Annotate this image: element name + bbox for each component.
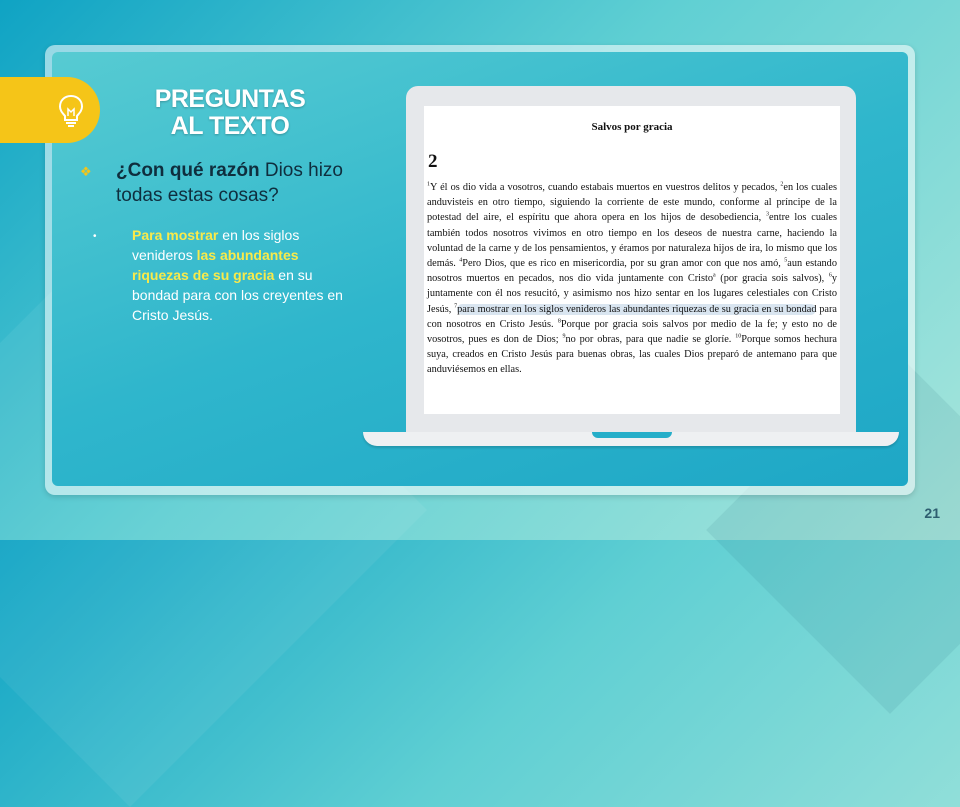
document-heading: Salvos por gracia bbox=[591, 121, 673, 133]
footnote-marker: a bbox=[713, 272, 716, 279]
verse-number: 8 bbox=[557, 318, 561, 325]
scripture-text bbox=[427, 180, 837, 378]
verse-text: para con nosotros en Cristo Jesús. bbox=[427, 303, 837, 330]
verse-number: 4 bbox=[459, 257, 463, 264]
answer-part-1: Para mostrar bbox=[132, 227, 219, 243]
laptop-notch bbox=[592, 432, 672, 438]
verse-number: 3 bbox=[766, 211, 770, 218]
verse-number: 5 bbox=[784, 257, 788, 264]
page-number: 21 bbox=[924, 505, 940, 521]
icon-tab bbox=[0, 77, 100, 143]
verse-number: 1 bbox=[427, 181, 430, 188]
answer-text bbox=[132, 225, 357, 325]
question-text bbox=[116, 158, 356, 208]
verse-text: entre los cuales también todos nosotros vivimos en otro tiempo en los deseos de nuestra carne, haciendo la voluntad de la carne y de los pensamientos, y éramos por naturaleza hijos de ira, lo mismo que los demás. bbox=[427, 212, 838, 270]
verse-number: 10 bbox=[735, 333, 742, 340]
answer-bullet: • bbox=[93, 231, 97, 242]
verse-number: 7 bbox=[454, 303, 458, 310]
lightbulb-icon bbox=[58, 94, 84, 128]
verse-text: Y él os dio vida a vosotros, cuando estabais muertos en vuestros delitos y pecados, bbox=[430, 182, 781, 193]
title-line-1: PREGUNTAS bbox=[154, 85, 306, 113]
verse-text: Pero Dios, que es rico en misericordia, por su gran amor con que nos amó, bbox=[462, 258, 785, 270]
verse-number: 2 bbox=[780, 181, 784, 188]
verse-text: Porque por gracia sois salvos por medio de la fe; y esto no de vosotros, pues es don de Dios; bbox=[427, 318, 838, 346]
verse-text: Porque somos hechura suya, creados en Cristo Jesús para buenas obras, las cuales Dios preparó de antemano para que anduviésemos en ellas. bbox=[427, 334, 837, 376]
question-bullet: ❖ bbox=[80, 164, 92, 179]
chapter-number: 2 bbox=[428, 151, 438, 172]
verse-text: no por obras, para que nadie se gloríe. bbox=[565, 334, 736, 346]
answer-part-3: las abundantes riquezas de su gracia bbox=[132, 247, 299, 283]
question-bold: ¿Con qué razón bbox=[116, 160, 260, 181]
verse-number: 6 bbox=[828, 272, 832, 279]
title-line-2: AL TEXTO bbox=[170, 112, 290, 140]
slide-title bbox=[130, 86, 330, 140]
question-rest: Dios hizo todas estas cosas? bbox=[116, 160, 343, 206]
highlighted-verse-text: para mostrar en los siglos venideros las abundantes riquezas de su gracia en su bondad bbox=[457, 303, 817, 315]
answer-part-4: en su bondad para con los creyentes en Cristo Jesús. bbox=[132, 267, 343, 323]
answer-part-2: en los siglos venideros bbox=[132, 227, 300, 263]
verse-text: (por gracia sois salvos), bbox=[715, 273, 829, 285]
verse-text: aun estando nosotros muertos en pecados, nos dio vida juntamente con Cristo bbox=[427, 258, 837, 285]
verse-text: y juntamente con él nos resucitó, y asimismo nos hizo sentar en los lugares celestiales con Cristo Jesús, bbox=[427, 273, 837, 315]
verse-text: en los cuales anduvisteis en otro tiempo, siguiendo la corriente de este mundo, conforme al príncipe de la potestad del aire, el espíritu que ahora opera en los hijos de desobediencia, bbox=[427, 182, 837, 224]
verse-number: 9 bbox=[562, 333, 566, 340]
